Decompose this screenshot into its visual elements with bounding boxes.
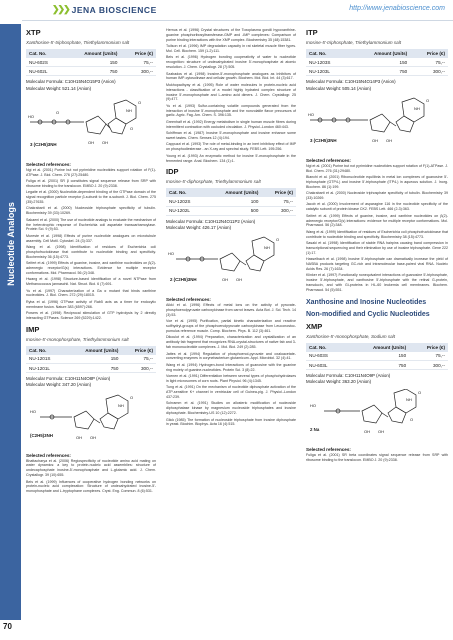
sidebar-label: Nucleotide Analogs	[5, 202, 16, 286]
col-header: Price (€)	[120, 49, 156, 58]
reference: Hernus et al. (1996) Crystal structures of the Toxoplasma gondii hypoxanthine-guanine phosphoribosyltransferase-GMP and -IMP complexes: Comparison of purine binding interactions with the XMP complex. Biochemistry 35 (48):15381.	[166, 28, 296, 42]
svg-text:OH: OH	[76, 434, 82, 440]
molecular-formula: Molecular Formula: C10H15N4O14P3 (Anion)	[306, 79, 396, 85]
col-header: Price (€)	[409, 343, 448, 352]
svg-text:OH: OH	[222, 277, 228, 283]
svg-text:NH: NH	[118, 402, 124, 408]
structure-itp	[306, 96, 448, 154]
molecular-formula: Molecular Formula: C10H12N4O11P2 (Anion)	[166, 218, 256, 224]
cat-no: NU-1201L	[26, 364, 65, 373]
svg-text:O: O	[130, 394, 134, 400]
cat-no: NU-602S	[26, 58, 63, 67]
amount: 750	[346, 360, 409, 369]
price: 75,--	[120, 58, 156, 67]
refs-heading: Selected references:	[306, 447, 351, 453]
reference: Mureste et al. (1998) Effects of purine nucleotide analogues on microtubule assembly. Cell Motil. Cytoskel. 24 (3):337.	[26, 233, 156, 243]
col-header: Price (€)	[121, 346, 156, 355]
product-subtitle-xmp: Xanthosine-5'-monophosphate, Sodium salt	[306, 333, 395, 339]
reference: Chakrabarti et al. (2000) Nucleoside triphosphate specificity of tubulin. Biochemistry 39 (33):10269.	[306, 191, 448, 200]
molecular-formula: Molecular Formula: C10H15N4O15P3 (Anion)	[26, 79, 116, 85]
svg-text:O: O	[130, 125, 134, 131]
molecular-weight: Molecular Weight: 363.20 (Anion)	[306, 379, 372, 385]
product-title-xmp: XMP	[306, 321, 323, 331]
reference: Seifert et al. (1999) Effects of guanine, inosine, and xanthine nucleotides on β(2)-adrenergic receptor/G(s) interactions. Evidence for multiple receptor conformations. Mol. Pharmacol. 56 (2):348.	[26, 261, 156, 275]
reference: Beis et al. (1996) Hydrogen bonding cooperativity of water to nucleotide recognition: structure of undecahydrated inosine 5'-monophosphate at atomic resolution. J. Chem. Crystallogr. 28 (7):505.	[166, 55, 296, 70]
reference: Legaite et al. (2000) Nucleotide-dependent binding of the GTPase domain of the signal recognition particle receptor β-subunit to the α-subunit. J. Biol. Chem. 275 (35):27635.	[26, 190, 156, 204]
website-link[interactable]: http://www.jenabioscience.com	[349, 5, 445, 12]
table-row[interactable]	[306, 67, 448, 76]
reference: Beis et al. (1999) Influences of cooperative hydrogen bonding networks on protein-nucleic acid complexation: Structure of undecahydrated inosine-5'-monophosphate and L-tryptophane complexes. Cryst. Eng. Commun. 8 (6):531.	[26, 479, 156, 494]
product-subtitle-idp: Inosine-5'-diphosphate, Triethylammonium salt	[166, 179, 261, 185]
product-title-idp: IDP	[166, 167, 179, 177]
svg-text:NH: NH	[264, 245, 270, 251]
section-title: Xanthosine and Inosine Nucleotides	[306, 298, 427, 306]
amount: 750	[63, 67, 121, 76]
price-table-imp	[26, 346, 156, 373]
table-row[interactable]	[26, 58, 156, 67]
header-divider	[22, 20, 453, 21]
reference: Sasaki et al. (1998) Identification of stable RNA hairpins causing band compression in transcriptional sequencing and their elimination by use of inosine triphosphate. Gene 222 (1):17.	[306, 241, 448, 255]
svg-text:O: O	[56, 109, 60, 115]
reference: Voenen et al. (1991) Differentiation between several types of phosphohydrolases in light microsomes of corn roots. Plant Physiol. 96 (4):1345.	[166, 374, 296, 383]
product-subtitle-imp: Inosine-5'-monophosphate, Triethylammonium salt	[26, 336, 129, 342]
reference: Klinker et al. (1997) Functionally nonequivalent interactions of guanosine 5'-triphosphate, inosine 5'-triphosphate, and xanthosine 5'-triphosphate with the retinal G-protein, transducin, and with Gi-proteins in HL-60 leukemia cell membranes. Biochem. Pharmacol. 54 (5):551.	[306, 273, 448, 292]
reference: Fuliga et al. (2001) SR beta coordinates signal sequence release from SRP with ribosome binding to the translocon. EMBO J. 20 (9):2338.	[306, 453, 448, 463]
reference: Ngi et al. (2001) Purine but not pyrimidine nucleotides support rotation of F(1)-ATPase. J. Biol. Chem. 276 (31):29480.	[306, 163, 448, 173]
table-row[interactable]	[306, 360, 448, 369]
refs-imp	[26, 459, 156, 495]
table-row[interactable]	[26, 67, 156, 76]
svg-text:OH: OH	[236, 277, 242, 283]
svg-text:OH: OH	[88, 139, 94, 145]
amount: 150	[63, 58, 121, 67]
price: 75,--	[261, 197, 296, 206]
amount: 100	[205, 197, 261, 206]
refs-xtp	[26, 168, 156, 321]
price: 300,--	[120, 67, 156, 76]
reference: Greenhalf et al. (1992) Energy metabolism in single human muscle fibres during intermittent contraction with occluded circulation. J. Physiol.-London 460:443.	[166, 119, 296, 129]
molecular-weight: Molecular Weight: 505.14 (Anion)	[306, 85, 372, 91]
col-header: Amount (Units)	[346, 343, 409, 352]
table-row[interactable]	[26, 364, 156, 373]
column-1	[26, 28, 156, 496]
col-header: Cat. No.	[306, 343, 346, 352]
category-sidebar	[0, 24, 21, 620]
price-table-xmp	[306, 343, 448, 370]
price-table-xtp	[26, 49, 156, 76]
molecular-formula: Molecular Formula: C10H11N4O9P (Anion)	[306, 373, 391, 379]
col-header: Amount (Units)	[205, 188, 261, 197]
svg-text:O: O	[418, 390, 422, 396]
amount: 750	[349, 67, 410, 76]
counter-ion: 2 Na	[310, 427, 320, 433]
page-number: 70	[3, 622, 12, 631]
svg-text:NH: NH	[414, 105, 420, 111]
col-header: Amount (Units)	[65, 346, 121, 355]
svg-text:O: O	[138, 99, 142, 105]
reference: Young et al. (1993) An enzymatic method for inosine 5'-monophosphate in the fermented range. Anal. Biochem. 134 (1):1.	[166, 153, 296, 163]
product-subtitle-xtp: Xanthosine-5'-triphosphate, Triethylammonium salt	[26, 40, 130, 45]
svg-text:OH: OH	[378, 429, 384, 435]
amount: 150	[65, 355, 121, 364]
table-row[interactable]	[26, 355, 156, 364]
reference: Tung et al. (1991) On the mechanism of nucleotide diphosphate activation of the ATP-sensitive K+ channel in ventricular cell of Guinea-pig. J. Physiol.-London 437:239.	[166, 385, 296, 400]
svg-text:HO: HO	[168, 251, 174, 257]
price: 300,--	[261, 206, 296, 215]
reference: Fuliga et al. (2001) SR β constitutes signal sequence release from SRP with ribosome binding to the translocon. EMBO J. 20 (9):2338.	[26, 178, 156, 188]
amount: 150	[349, 58, 410, 67]
refs-heading: Selected references:	[26, 161, 71, 167]
svg-text:HO: HO	[30, 408, 36, 414]
reference: Seifert et al. (1999) Effects of guanine, inosine, and xanthine nucleotides on β(2)-adrenergic receptor/G(s) interactions: evidence for multiple receptor conformations. Mol. Pharmacol. 56 (2):348.	[306, 213, 448, 228]
refs-heading: Selected references:	[26, 452, 71, 458]
product-subtitle-itp: Inosine-5'-triphosphate, Triethylammonium salt	[306, 40, 402, 45]
reference: Schiffman et al. (1987) Inosine 5'-monophosphate and inosine enhance some sweet tastes. Chem. Senses 12 (4):194.	[166, 131, 296, 141]
cat-no: NU-602L	[26, 67, 63, 76]
svg-text:HO: HO	[310, 403, 316, 409]
product-title-imp: IMP	[26, 324, 40, 334]
reference: Bhattacharya et al. (2006) Regiospecificity of nucleotide amino acid mating on water dynamics: a key to protein-nucleic acid assemblies: structure of undecaphosphate inosine-5'-monophosphate and L-glutamic acid. J. Chem. Crystallogr. 39 (10):655.	[26, 458, 156, 478]
refs-xmp	[306, 453, 448, 463]
svg-text:NH: NH	[126, 107, 132, 113]
svg-text:OH: OH	[364, 429, 370, 435]
reference: Powers et al. (1998) Reciprocal stimulation of GTP hydrolysis by 2 directly interacting GTPases. Science 269 (5229):1422.	[26, 311, 156, 320]
molecular-weight: Molecular Weight: 426.17 (Anion)	[166, 224, 232, 230]
reference: Glick (1985) The formation of nucleoside triphosphate from inosine diphosphate in yeast. Biochim. Biophys. Acta 16 (4):515.	[166, 417, 296, 427]
col-header: Amount (Units)	[63, 49, 121, 58]
svg-text:O: O	[410, 417, 414, 423]
reference: Mukhopadhyay et al. (1995) Role of water molecules in protein-nucleic acid interactions - classification of a model highly hydrated complex structure of inosine 5'-monophosphate and L-amino acid dimers. J. Chem. Crystallogr. 25 (9):477.	[166, 82, 296, 102]
reference: Wang et al. (1998) Identification of residues of Escherichia coli phosphofructokinase that contribute to nucleotide binding and specificity. Biochemistry 36 (15):4773.	[26, 245, 156, 259]
col-header: Price (€)	[410, 49, 448, 58]
svg-text:OH: OH	[372, 137, 378, 143]
reference: Tuilson et al. (1996) IMP degradation capacity in rat skeletal muscle fiber types. Mol. Cell. Biochem. 159 (1-2):111.	[166, 44, 296, 53]
price-table-idp	[166, 188, 296, 215]
reference: Voe et al. (1995) Purification, partial kinetic characterization and reactive sulfhydryl-groups of the phosphoenolpyruvate carboxykinase from Leuconostoc-pumulus reference muscle. Comp. Biochem. Phys. B. 112 (3):461.	[166, 319, 296, 333]
molecular-weight: Molecular Weight: 521.14 (Anion)	[26, 85, 92, 91]
counter-ion: 3 (C2H5)3NH	[310, 137, 337, 143]
col-header: Cat. No.	[306, 49, 349, 58]
svg-text:HO: HO	[308, 111, 314, 117]
reference: Yu et al. (1997) Characterization of a Ga α mutant that binds xanthine nucleotides. J. Biol. Chem. 272 (29):18015.	[26, 288, 156, 298]
svg-text:OH: OH	[90, 434, 96, 440]
col-header: Cat. No.	[26, 49, 63, 58]
amount: 500	[205, 206, 261, 215]
counter-ion: (C2H5)3NH	[30, 432, 53, 438]
svg-text:OH: OH	[102, 139, 108, 145]
amount: 150	[346, 352, 409, 361]
col-header: Amount (Units)	[349, 49, 410, 58]
reference: Schramm et al. (1991) Studies on allosteric modification of nucleoside diphosphatase kinase by magnesium nucleoside triphosphates and inosine diphosphate. Biochemistry-US 10 (12):2272.	[166, 401, 296, 416]
molecular-formula: Molecular Formula: C10H11N4O8P (Anion)	[26, 376, 111, 382]
brand-name: JENA BIOSCIENCE	[71, 4, 157, 15]
col-header: Cat. No.	[26, 346, 65, 355]
reference: Jacob et al. (2000) Involvement of asparagine 116 in the nucleotide specificity of the catalytic subunit of protein kinase CK2. FEBS Lett. 466 (2-3):363.	[306, 202, 448, 212]
product-title-itp: ITP	[306, 28, 318, 37]
svg-text:HO: HO	[28, 113, 34, 119]
refs-imp-continued	[166, 28, 296, 163]
cat-no: NU-1203L	[306, 67, 349, 76]
price: 75,--	[121, 355, 156, 364]
cat-no: NU-1203S	[306, 58, 349, 67]
svg-text:O: O	[426, 97, 430, 103]
structure-xtp	[26, 96, 156, 158]
cat-no: NU-1201S	[26, 355, 65, 364]
reference: Cappuzzi et al. (1993) The role of metal-binding in an inert inhibitory effect of IMP on phosphodiesterase - an X-ray and spectral study. FEBS Lett. 195:256.	[166, 142, 296, 152]
reference: Hasselbach et al. (1998) Inosine 5'-triphosphate can dramatically increase the yield of NASBA products targeting GC-rich and intramolecular base-paired viral RNA. Nucleic Acids Res. 26 (7):1634.	[306, 257, 448, 271]
reference: Ngi et al. (2001) Purine but not pyrimidine nucleotides support rotation of F(1)-ATPase. J. Biol. Chem. 276 (27):25480.	[26, 167, 156, 177]
svg-text:NH: NH	[406, 397, 412, 403]
reference: Sakaeni et al. (2000) The use of nucleotide analogs to evaluate the mechanism of the heterotrophic response of Escherichia coli aspartate transcarbamoylase. Protein Sci. 9 (9):53.	[26, 217, 156, 232]
molecular-weight: Molecular Weight: 347.20 (Anion)	[26, 382, 92, 388]
counter-ion: 2 (C2H5)3NH	[170, 277, 197, 283]
refs-idp	[166, 303, 296, 427]
reference: Szabados et al. (1998) Inosine-5'-monophosphate analogues as inhibitors of human IMP-cytosolinase and cellular growth. Biochem. Mol. Biol. Int. 44 (3):617.	[166, 71, 296, 81]
column-2	[166, 28, 296, 429]
reference: Wang et al. (1994) Hydrogen-bond interactions of guanosine with the guanine ring moiety of guanine-nucleotides. Protein Sci. 3 (8):22.	[166, 362, 296, 372]
counter-ion: 3 (C2H5)3NH	[30, 141, 57, 147]
reference: Yu et al. (1993) Sulfur-containing volatile compounds generated from the interaction of inosine 5'-monophosphate and the nonvolatile flavor precursors of garlic. Agric. Fag. Am. Chem. S. 396:135.	[166, 103, 296, 118]
col-header: Price (€)	[261, 188, 296, 197]
structure-imp	[26, 393, 156, 449]
table-row[interactable]	[166, 197, 296, 206]
reference: Wang et al. (1999) Identification of residues of Escherichia coli phosphofructokinase that contribute to nucleotide binding and specificity. Biochemistry 38 (15):4773.	[306, 229, 448, 239]
reference: Jattes et al. (1994) Regulation of phosphoenol-pyruvate and oxaloacetate-converting enzymes in corynebacterium glutamicum. Appl. Microbiol. 32 (4):41.	[166, 351, 296, 361]
table-row[interactable]	[306, 58, 448, 67]
price: 75,--	[409, 352, 448, 361]
reference: Hwang et al. (1998) Structure-based identification of a novel NTPase from Methanococcus jannaschii. Nat. Struct. Biol. 6 (7):691.	[26, 277, 156, 287]
amount: 750	[65, 364, 121, 373]
cat-no: NU-603L	[306, 360, 346, 369]
svg-text:OH: OH	[386, 137, 392, 143]
reference: Bianchi et al. (2001) Ribonucleotide equilibria in metal ion complexes of guanosine 5'-triphosphate (GTP4-) and inosine 5'-triphosphate (ITP4-) in aqueous solution. J. Inorg. Biochem. 86 (1):199.	[306, 174, 448, 189]
reference: Aikki et al. (1996) Effects of metal ions on the activity of pyruvate-phosphoenolpyruvate carboxykinase from carrot leaves. Acta Bot. J. Sci. Tech. 14 (3):53.	[166, 303, 296, 317]
price: 300,--	[121, 364, 156, 373]
structure-idp	[166, 235, 296, 293]
price: 300,--	[410, 67, 448, 76]
reference: Chakrabarti et al. (2000) Nucleoside triphosphate specificity of tubulin. Biochemistry 39 (33):10269.	[26, 206, 156, 216]
cat-no: NU-1202L	[166, 206, 205, 215]
reference: Ryba et al. (1996) GTPase activity of Rab5 acts as a timer for endocytic membrane fusion. Nature 383 (6597):266.	[26, 299, 156, 309]
reference: Dikoulot et al. (1994) Preparation, characterization and crystallization of an antibody fab fragment that recognizes RNA-crystal-structures of native fab and 3-fab mononucleotide complexes. J. Mol. Biol. 249 (2):285.	[166, 335, 296, 350]
cat-no: NU-1202S	[166, 197, 205, 206]
cat-no: NU-603S	[306, 352, 346, 361]
price: 75,--	[410, 58, 448, 67]
logo-chevron-icon: ❯❯❯	[52, 4, 69, 14]
brand-logo[interactable]	[52, 4, 157, 15]
product-title-xtp: XTP	[26, 28, 41, 37]
table-row[interactable]	[166, 206, 296, 215]
price: 300,--	[409, 360, 448, 369]
price-table-itp	[306, 49, 448, 76]
col-header: Cat. No.	[166, 188, 205, 197]
table-row[interactable]	[306, 352, 448, 361]
refs-heading: Selected references:	[166, 297, 211, 303]
section-title: Non-modified and Cyclic Nucleotides	[306, 310, 430, 318]
header	[0, 0, 453, 18]
refs-itp	[306, 164, 448, 293]
svg-text:O: O	[276, 237, 280, 243]
refs-heading: Selected references:	[306, 157, 351, 163]
structure-xmp	[306, 389, 448, 443]
column-3	[306, 28, 448, 465]
